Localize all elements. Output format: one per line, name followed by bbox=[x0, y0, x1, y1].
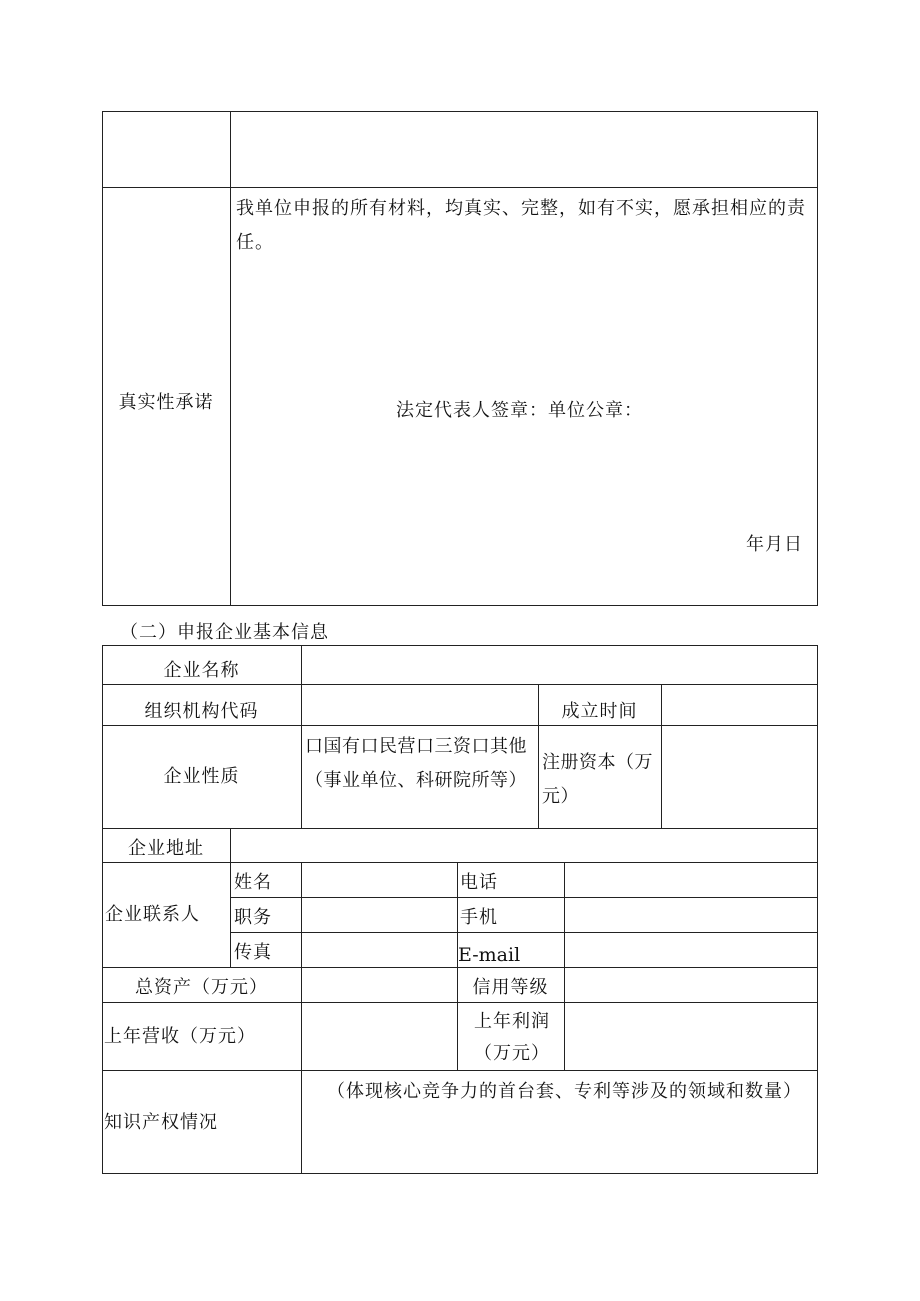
fax-label: 传真 bbox=[234, 942, 272, 963]
contact-divider-2 bbox=[230, 932, 818, 933]
nature-label: 企业性质 bbox=[163, 766, 240, 787]
row-divider-3 bbox=[102, 828, 818, 829]
commitment-statement: 我单位申报的所有材料，均真实、完整，如有不实，愿承担相应的责任。 bbox=[236, 198, 806, 253]
phone-label: 电话 bbox=[460, 872, 498, 893]
contact-divider-1 bbox=[230, 897, 818, 898]
col-divider-e bbox=[301, 862, 302, 1174]
table1-border-top bbox=[102, 111, 818, 112]
col-divider-c bbox=[661, 684, 662, 829]
mobile-label: 手机 bbox=[460, 907, 498, 928]
table2-border-top bbox=[102, 645, 818, 646]
table1-row-divider bbox=[102, 187, 818, 188]
col-divider-a bbox=[301, 645, 302, 829]
table2-border-bottom bbox=[102, 1173, 818, 1174]
table2-border-right bbox=[817, 645, 818, 1174]
ip-label: 知识产权情况 bbox=[104, 1112, 218, 1133]
table1-border-left bbox=[102, 111, 103, 606]
profit-label: 上年利润（万元） bbox=[474, 1011, 550, 1064]
company-name-label: 企业名称 bbox=[163, 660, 240, 681]
col-divider-g bbox=[564, 862, 565, 1071]
name-label: 姓名 bbox=[234, 872, 272, 893]
email-label: E-mail bbox=[458, 944, 521, 966]
revenue-label: 上年营收（万元） bbox=[104, 1026, 256, 1047]
section-title: （二）申报企业基本信息 bbox=[120, 622, 329, 643]
contact-label: 企业联系人 bbox=[105, 904, 200, 925]
address-label: 企业地址 bbox=[128, 838, 204, 859]
row-divider-7 bbox=[102, 1070, 818, 1071]
table1-column-divider bbox=[230, 111, 231, 606]
commitment-label: 真实性承诺 bbox=[118, 392, 214, 413]
nature-options: 口国有口民营口三资口其他（事业单位、科研院所等） bbox=[305, 736, 527, 791]
credit-label: 信用等级 bbox=[472, 977, 549, 998]
col-divider-d bbox=[230, 828, 231, 968]
position-label: 职务 bbox=[234, 907, 272, 928]
total-assets-label: 总资产（万元） bbox=[135, 977, 268, 998]
signature-line: 法定代表人签章：单位公章： bbox=[396, 400, 643, 421]
table1-border-right bbox=[817, 111, 818, 606]
established-label: 成立时间 bbox=[561, 701, 638, 722]
org-code-label: 组织机构代码 bbox=[144, 701, 259, 722]
date-line: 年月日 bbox=[746, 534, 803, 555]
registered-capital-label: 注册资本（万元） bbox=[542, 752, 653, 807]
table1-border-bottom bbox=[102, 605, 818, 606]
ip-hint: （体现核心竞争力的首台套、专利等涉及的领域和数量） bbox=[327, 1081, 802, 1102]
